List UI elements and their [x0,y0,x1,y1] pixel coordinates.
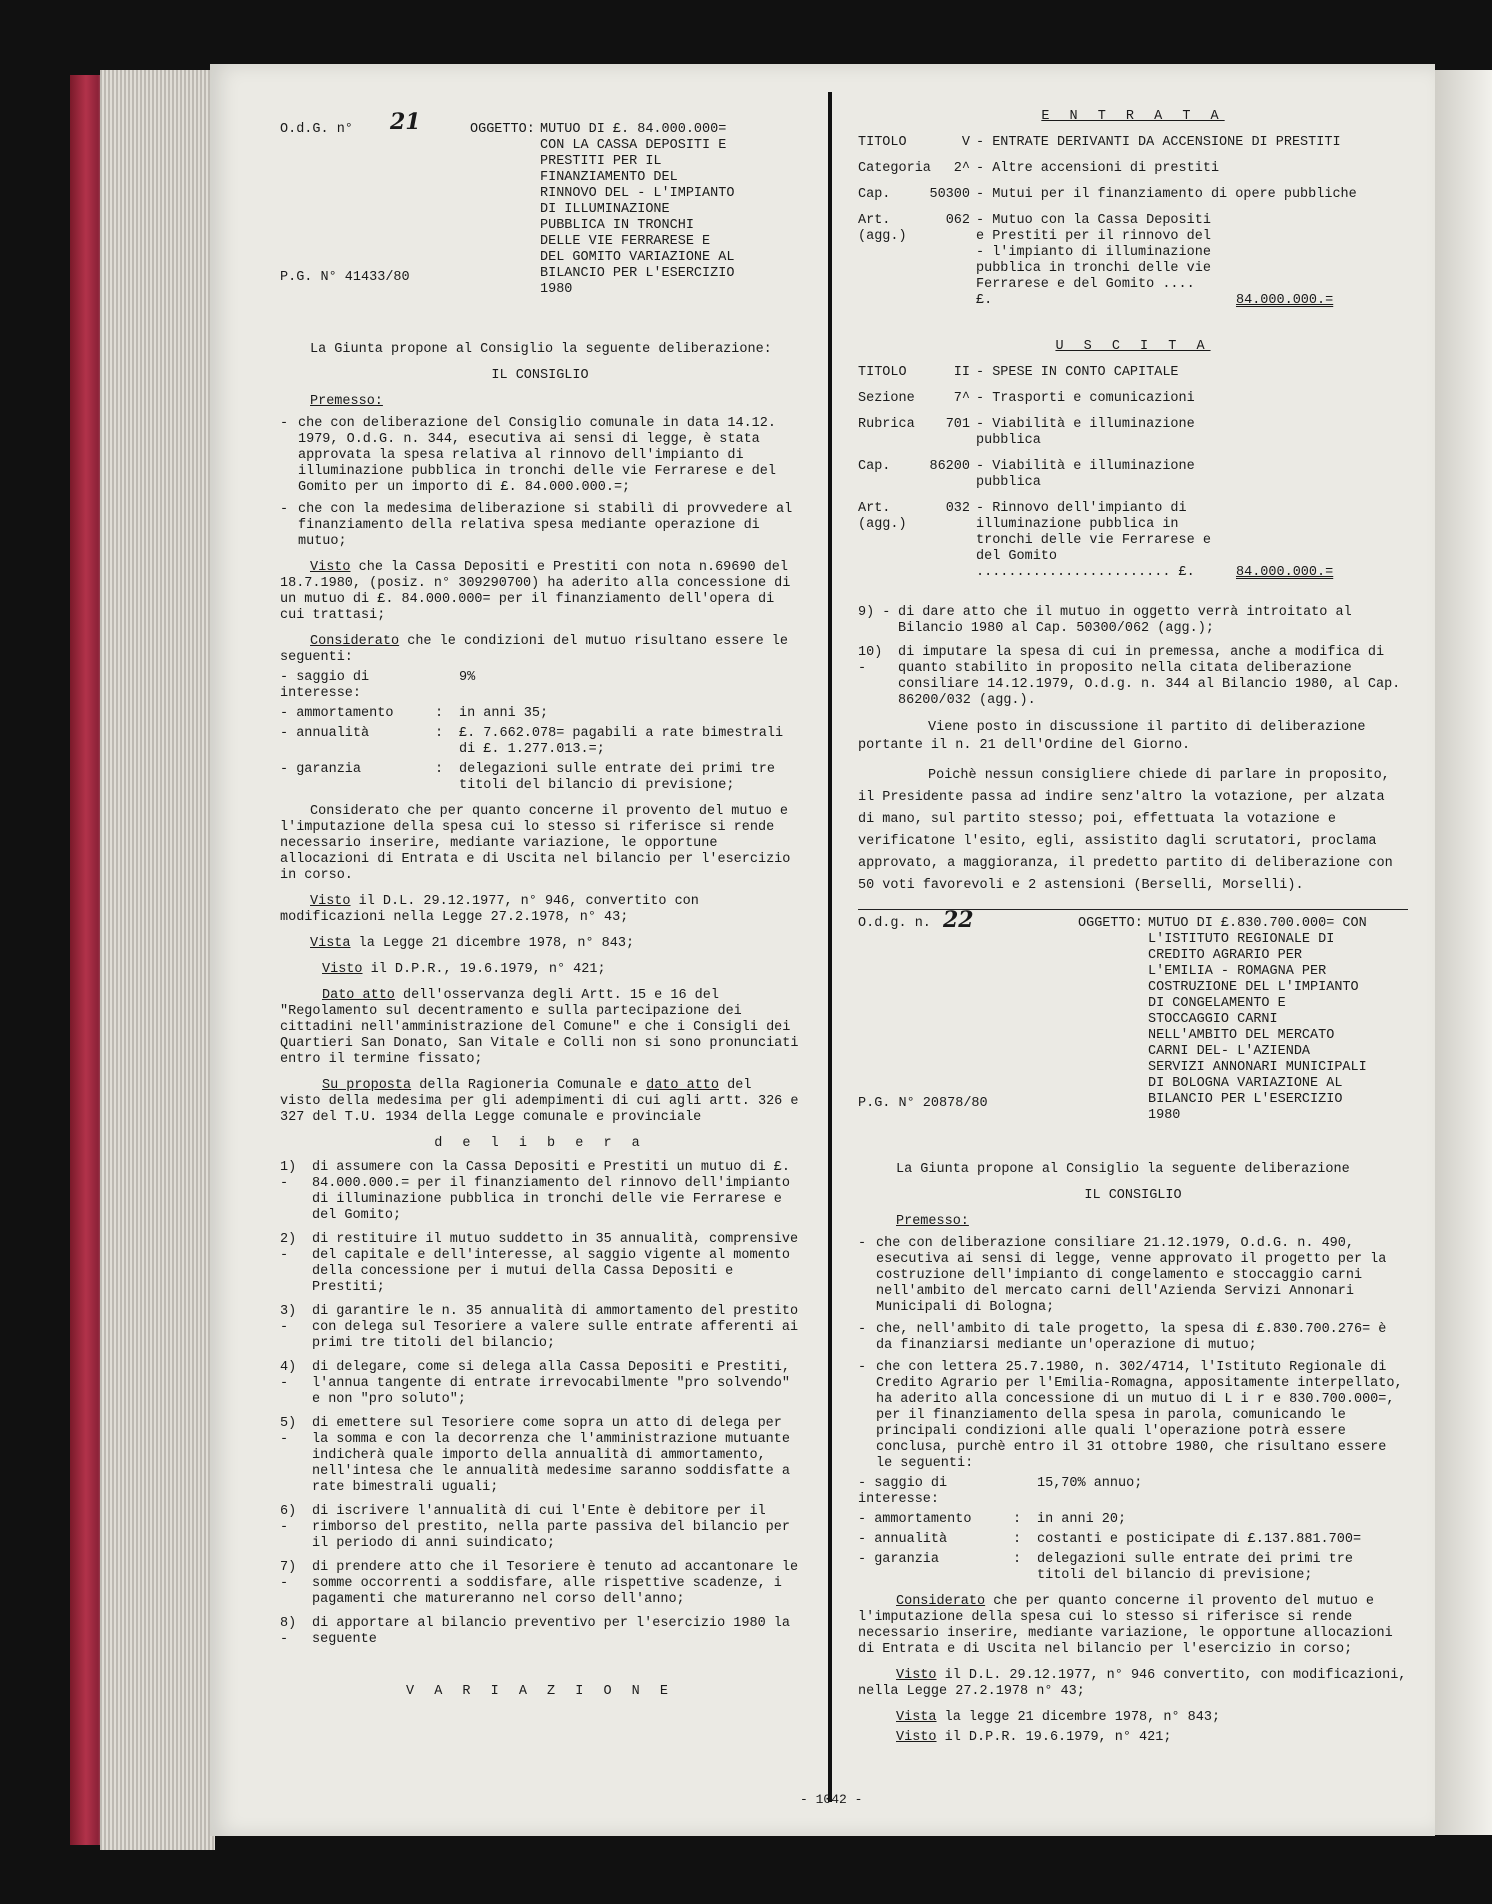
delibera-item: 7) - di prendere atto che il Tesoriere è tenuto ad accantonare le somme occorrenti a soddisfare, alle rispettive scadenze, i pagamenti che matureranno nel corso dell'anno; [280,1560,799,1607]
premesso2-item: - che, nell'ambito di tale progetto, la spesa di £.830.700.276= è da finanziarsi mediante un'operazione di mutuo; [858,1322,1387,1353]
condition-row: - annualità : £. 7.662.078= pagabili a rate bimestrali di £. 1.277.013.=; [280,726,784,757]
oggetto-text: MUTUO DI £. 84.000.000= CON LA CASSA DEPOSITI E PRESTITI PER IL FINANZIAMENTO DEL RINNOVO DEL - L'IMPIANTO DI ILLUMINAZIONE PUBBLICA IN TRONCHI DELLE VIE FERRARESE E DEL GOMITO VARIAZIONE AL BILANCIO PER L'ESERCIZIO 1980 [540,122,735,297]
entrata-row: Categoria 2^ - Altre accensioni di prestiti [858,161,1220,176]
oggetto-label: OGGETTO: [470,122,535,137]
delibera-item: 8) - di apportare al bilancio preventivo per l'esercizio 1980 la seguente [280,1616,790,1647]
uscita-row: Art. (agg.) 032 - Rinnovo dell'impianto di illuminazione pubblica in tronchi delle vie Ferrarese e del Gomito ........................ £. 84.000.000.= [858,501,1334,580]
left-column [280,109,800,1700]
entrata-row: Art. (agg.) 062 - Mutuo con la Cassa Depositi e Prestiti per il rinnovo del - l'impianto di illuminazione pubblica in tronchi delle vie Ferrarese e del Gomito .... £. 84.000.000.= [858,213,1334,308]
premesso-item: - che con deliberazione del Consiglio comunale in data 14.12. 1979, O.d.G. n. 344, esecutiva ai sensi di legge, è stata approvata la spesa relativa al rinnovo dell'impianto di illuminazione pubblica in tronchi delle vie Ferrarese e del Gomito per un importo di £. 84.000.000.=; [280,416,776,495]
uscita-amount: 84.000.000.= [1236,565,1334,580]
condition-row: - ammortamento : in anni 35; [280,706,549,721]
votazione-text: Poichè nessun consigliere chiede di parlare in proposito, il Presidente passa ad indire senz'altro la votazione, per alzata di mano, sul partito stesso; poi, effettuata la votazione e verificatone l'esito, egli, assistito dagli scrutatori, proclama approvato, a maggioranza, il predetto partito di deliberazione con 50 voti favorevoli e 2 astensioni (Berselli, Morselli). [858,768,1393,893]
consiglio-heading: IL CONSIGLIO [491,368,589,383]
delibera-item: 1) - di assumere con la Cassa Depositi e Prestiti un mutuo di £. 84.000.000.= per il finanziamento del rinnovo dell'impianto di illuminazione pubblica in tronchi delle vie Ferrarese e del Gomito; [280,1160,790,1223]
considerato-2: Considerato che per quanto concerne il provento del mutuo e l'imputazione della spesa cui lo stesso si riferisce si rende necessario inserire, mediante variazione, le opportune allocazioni di Entrata e di Uscita nel bilancio per l'esercizio in corso. [280,804,791,883]
delibera-item: 4) - di delegare, come si delega alla Cassa Depositi e Prestiti, l'annua tangente di entrate irrevocabilmente "pro solvendo" e non "pro soluto"; [280,1360,790,1407]
right-column [858,109,1408,1746]
pg2-number: P.G. N° 20878/80 [858,1096,988,1111]
visto-dpr: Visto il D.P.R., 19.6.1979, n° 421; [322,962,606,977]
condition2-row: - garanzia : delegazioni sulle entrate dei primi tre titoli del bilancio di previsione; [858,1552,1353,1583]
section-separator [858,909,1408,910]
delibera-item: 6) - di iscrivere l'annualità di cui l'Ente è debitore per il rimborso del prestito, nella parte passiva del bilancio per il periodo di anni suindicato; [280,1504,790,1551]
uscita-table [858,365,1408,581]
condition2-row: - ammortamento : in anni 20; [858,1512,1127,1527]
entrata-row: Cap. 50300 - Mutui per il finanziamento di opere pubbliche [858,187,1357,202]
premesso2-item: - che con lettera 25.7.1980, n. 302/4714, l'Istituto Regionale di Credito Agrario per l'Emilia-Romagna, appositamente interpellato, ha aderito alla concessione di un mutuo di L i r e 830.700.000=, per il finanziamento della spesa in parola, comunicando le principali condizioni alle quali l'operazione potrà essere conclusa, purchè entro il 31 ottobre 1980, che risultano essere le seguenti: [858,1360,1403,1471]
condition-row: - saggio di interesse: 9% [280,670,476,701]
visto2: Visto il D.L. 29.12.1977, n° 946 convertito, con modificazioni, nella Legge 27.2.1978 n° 43; [858,1668,1407,1699]
odg-number: 21 [390,109,421,135]
considerato: Considerato che le condizioni del mutuo risultano essere le seguenti: [280,634,788,665]
premesso2-heading: Premesso: [896,1214,969,1229]
premesso-item: - che con la medesima deliberazione si stabilì di provvedere al finanziamento della relativa spesa mediante operazione di mutuo; [280,502,793,549]
uscita-row: Rubrica 701 - Viabilità e illuminazione pubblica [858,417,1195,448]
su-proposta: Su proposta della Ragioneria Comunale e dato atto del visto della medesima per gli adempimenti di cui agli artt. 326 e 327 del T.U. 1934 della Legge comunale e provinciale [280,1078,799,1125]
entrata-amount: 84.000.000.= [1236,293,1334,308]
uscita-row: TITOLO II - SPESE IN CONTO CAPITALE [858,365,1179,380]
facing-page-edge [1434,70,1492,1835]
condition2-row: - saggio di interesse: 15,70% annuo; [858,1476,1143,1507]
visto-cassa: Visto che la Cassa Depositi e Prestiti con nota n.69690 del 18.7.1980, (posiz. n° 309290700) ha aderito alla concessione di un mutuo di £. 84.000.000= per il finanziamento dell'opera di cui trattasi; [280,560,791,623]
odg2-header [858,907,1408,1124]
oggetto2-label: OGGETTO: [1078,916,1143,931]
visto3: Visto il D.P.R. 19.6.1979, n° 421; [896,1730,1172,1745]
delibera-item: 9) - di dare atto che il mutuo in oggetto verrà introitato al Bilancio 1980 al Cap. 50300/062 (agg.); [858,605,1352,636]
odg2-label: O.d.g. n. [858,916,931,931]
delibera-item: 10) - di imputare la spesa di cui in premessa, anche a modifica di quanto stabilito in proposito nella citata deliberazione consiliare 14.12.1979, O.d.g. n. 344 al Bilancio 1980, al Cap. 86200/032 (agg.). [858,645,1401,708]
premesso-heading: Premesso: [310,394,383,409]
delibera-item: 3) - di garantire le n. 35 annualità di ammortamento del prestito con delega sul Tesoriere a valere sulle entrate afferenti ai primi tre titoli del bilancio; [280,1304,799,1351]
condition2-row: - annualità : costanti e posticipate di £.137.881.700= [858,1532,1362,1547]
visto-dl: Visto il D.L. 29.12.1977, n° 946, convertito con modificazioni nella Legge 27.2.1978, n° 43; [280,894,699,925]
page-stack-edge [100,70,215,1850]
delibera-item: 5) - di emettere sul Tesoriere come sopra un atto di delega per la somma e con la decorrenza che l'amministrazione mutuante indicherà quale importo della annualità di ammortamento, nell'intesa che le annualità medesime saranno soddisfatte a rate bimestrali uguali; [280,1416,790,1495]
consiglio2-heading: IL CONSIGLIO [1084,1188,1182,1203]
delibera-heading: d e l i b e r a [434,1136,646,1151]
entrata-heading: E N T R A T A [1041,109,1225,124]
entrata-row: TITOLO V - ENTRATE DERIVANTI DA ACCENSIONE DI PRESTITI [858,135,1341,150]
variazione-heading: V A R I A Z I O N E [406,1684,674,1699]
column-divider [828,92,832,1802]
odg-label: O.d.G. n° [280,122,353,137]
discussione-text: Viene posto in discussione il partito di deliberazione portante il n. 21 dell'Ordine del Giorno. [858,720,1366,753]
oggetto2-text: MUTUO DI £.830.700.000= CON L'ISTITUTO REGIONALE DI CREDITO AGRARIO PER L'EMILIA - ROMAGNA PER COSTRUZIONE DEL L'IMPIANTO DI CONGELAMENTO E STOCCAGGIO CARNI NELL'AMBITO DEL MERCATO CARNI DEL- L'AZIENDA SERVIZI ANNONARI MUNICIPALI DI BOLOGNA VARIAZIONE AL BILANCIO PER L'ESERCIZIO 1980 [1148,916,1367,1123]
uscita-heading: U S C I T A [1055,339,1211,354]
pg-number: P.G. N° 41433/80 [280,270,410,285]
delibera-item: 2) - di restituire il mutuo suddetto in 35 annualità, comprensive del capitale e dell'interesse, al saggio vigente al momento della concessione per i mutui della Cassa Depositi e Prestiti; [280,1232,799,1295]
uscita-row: Cap. 86200 - Viabilità e illuminazione pubblica [858,459,1195,490]
premesso2-item: - che con deliberazione consiliare 21.12.1979, O.d.G. n. 490, esecutiva ai sensi di legge, venne approvato il progetto per la costruzione dell'impianto di congelamento e stoccaggio carni nell'ambito del mercato carni dell'Azienda Servizi Annonari Municipali di Bologna; [858,1236,1387,1315]
vista-legge: Vista la Legge 21 dicembre 1978, n° 843; [310,936,635,951]
condition-row: - garanzia : delegazioni sulle entrate dei primi tre titoli del bilancio di previsione; [280,762,775,793]
odg2-number: 22 [943,907,974,933]
considerato2: Considerato che per quanto concerne il provento del mutuo e l'imputazione della spesa cui lo stesso si riferisce si rende necessario inserire, mediante variazione, le opportune allocazioni di Entrata e di Uscita nel bilancio per l'esercizio in corso; [858,1594,1393,1657]
entrata-table [858,135,1408,309]
uscita-row: Sezione 7^ - Trasporti e comunicazioni [858,391,1195,406]
giunta2-line: La Giunta propone al Consiglio la seguente deliberazione [896,1162,1350,1177]
dato-atto: Dato atto dell'osservanza degli Artt. 15 e 16 del "Regolamento sul decentramento e sulla partecipazione dei cittadini nell'amministrazione del Comune" e che i Consigli dei Quartieri San Donato, San Vitale e Colli non si sono pronunciati entro il termine fissato; [280,988,799,1067]
vista2: Vista la legge 21 dicembre 1978, n° 843; [896,1710,1221,1725]
giunta-line: La Giunta propone al Consiglio la seguente deliberazione: [310,342,772,357]
page-number: - 1042 - [800,1792,863,1807]
document-page [210,64,1435,1836]
